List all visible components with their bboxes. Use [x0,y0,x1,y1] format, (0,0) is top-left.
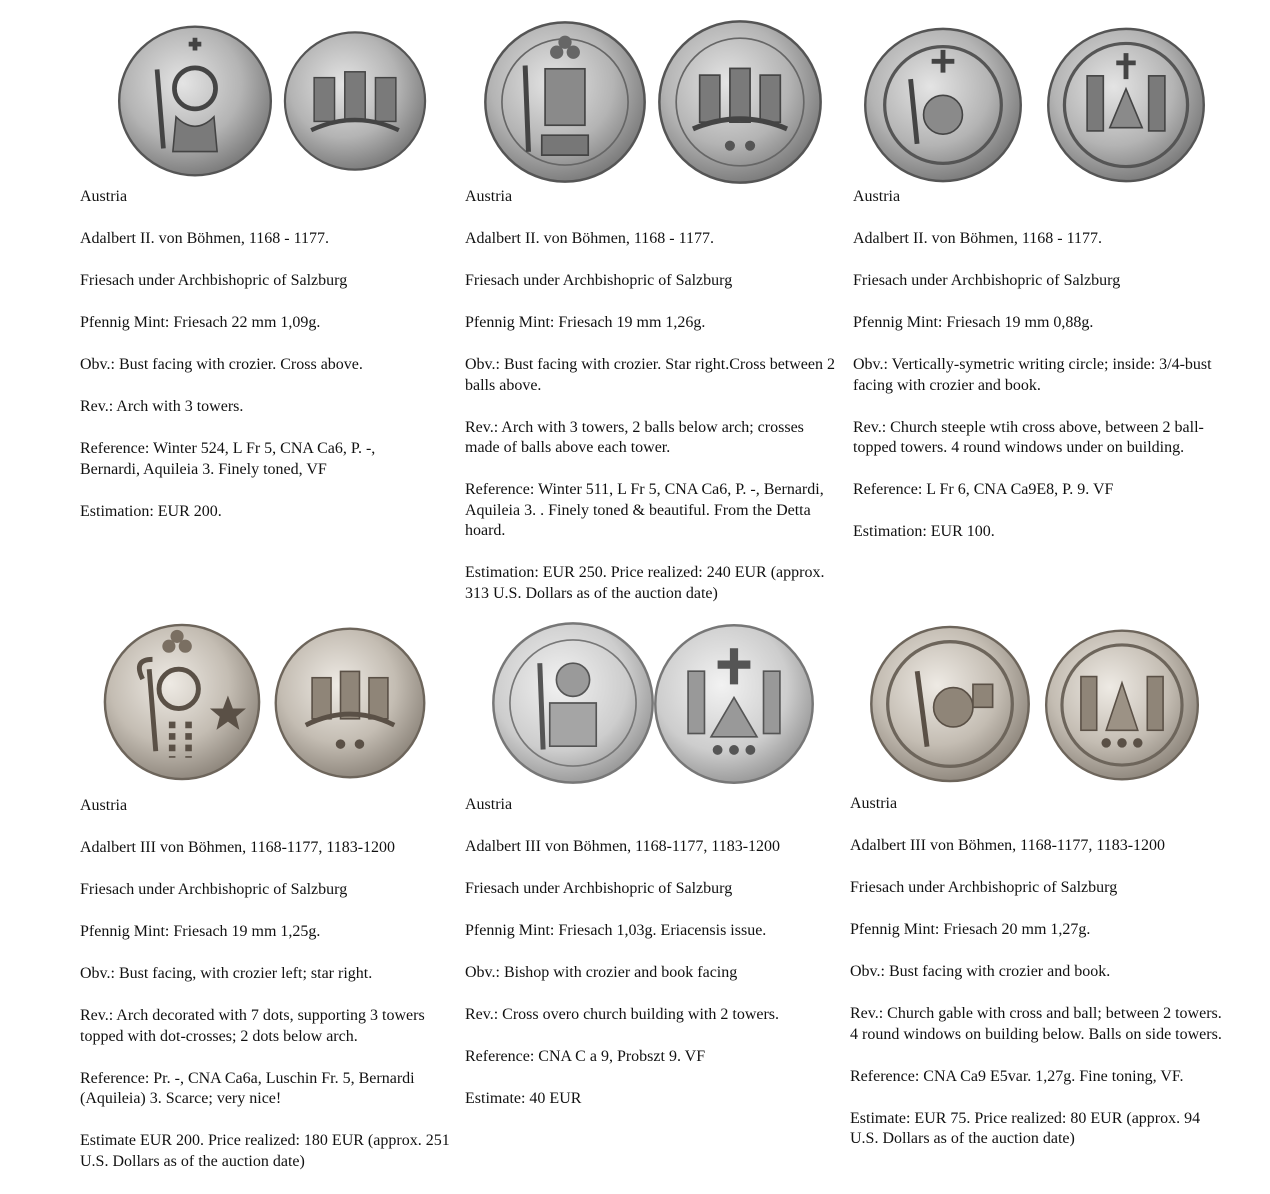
ruler: Adalbert II. von Böhmen, 1168 - 1177. [80,230,329,247]
ruler: Adalbert III von Böhmen, 1168-1177, 1183-1200 [465,838,781,855]
denomination: Pfennig Mint: Friesach 20 mm 1,27g. [850,921,1091,938]
reference: Reference: Pr. -, CNA Ca6a, Luschin Fr. 5, Bernardi (Aquileia) 3. Scarce; very nice! [80,1069,415,1107]
obverse-description: Obv.: Bust facing with crozier. Cross above. [80,356,363,373]
coin-obverse-image [490,620,656,786]
estimate: Estimate EUR 200. Price realized: 180 EUR (approx. 251 U.S. Dollars as of the auction date) [80,1132,450,1170]
reverse-description: Rev.: Arch with 3 towers. [80,398,244,415]
ruler: Adalbert III von Böhmen, 1168-1177, 1183-1200 [80,839,396,856]
coin-obverse-image [853,24,1033,186]
mint-authority: Friesach under Archbishopric of Salzburg [80,881,348,898]
reverse-description: Rev.: Church gable with cross and ball; between 2 towers. 4 round windows on building below. Balls on side towers. [850,1005,1222,1043]
denomination: Pfennig Mint: Friesach 22 mm 1,09g. [80,314,321,331]
coin-reverse-image [1040,24,1212,186]
country: Austria [465,188,513,205]
mint-authority: Friesach under Archbishopric of Salzburg [850,879,1118,896]
denomination: Pfennig Mint: Friesach 19 mm 1,25g. [80,923,321,940]
coin-obverse-image [862,622,1038,786]
obverse-description: Obv.: Bust facing, with crozier left; star right. [80,965,373,982]
estimate: Estimation: EUR 100. [853,523,995,540]
country: Austria [465,796,513,813]
ruler: Adalbert III von Böhmen, 1168-1177, 1183-1200 [850,837,1166,854]
obverse-description: Obv.: Bishop with crozier and book facing [465,964,738,981]
coin-reverse-image [653,18,827,186]
estimate: Estimate: 40 EUR [465,1090,582,1107]
coin-reverse-image [1038,626,1206,784]
denomination: Pfennig Mint: Friesach 1,03g. Eriacensis issue. [465,922,767,939]
country: Austria [80,188,128,205]
country: Austria [850,795,898,812]
denomination: Pfennig Mint: Friesach 19 mm 1,26g. [465,314,706,331]
reference: Reference: CNA Ca9 E5var. 1,27g. Fine toning, VF. [850,1067,1184,1085]
mint-authority: Friesach under Archbishopric of Salzburg [465,272,733,289]
obverse-description: Obv.: Vertically-symetric writing circle; inside: 3/4-bust facing with crozier and book. [853,356,1212,394]
reverse-description: Rev.: Arch decorated with 7 dots, supporting 3 towers topped with dot-crosses; 2 dots below arch. [80,1007,425,1045]
coin-reverse-image [273,28,437,174]
mint-authority: Friesach under Archbishopric of Salzburg [80,272,348,289]
country: Austria [853,188,901,205]
reference: Reference: Winter 511, L Fr 5, CNA Ca6, P. -, Bernardi, Aquileia 3. . Finely toned & beautiful. From the Detta hoard. [465,481,824,539]
mint-authority: Friesach under Archbishopric of Salzburg [853,272,1121,289]
coin-obverse-image [114,22,276,180]
obverse-description: Obv.: Bust facing with crozier and book. [850,963,1111,980]
ruler: Adalbert II. von Böhmen, 1168 - 1177. [853,230,1102,247]
country: Austria [80,797,128,814]
denomination: Pfennig Mint: Friesach 19 mm 0,88g. [853,314,1094,331]
coin-obverse-image [478,19,652,185]
ruler: Adalbert II. von Böhmen, 1168 - 1177. [465,230,714,247]
coin-obverse-image [100,620,264,784]
reference: Reference: CNA C a 9, Probszt 9. VF [465,1048,706,1065]
coin-reverse-image [652,622,816,786]
estimate: Estimation: EUR 200. [80,502,222,520]
reference: Reference: L Fr 6, CNA Ca9E8, P. 9. VF [853,481,1114,498]
reference: Reference: Winter 524, L Fr 5, CNA Ca6, P. -, Bernardi, Aquileia 3. Finely toned, VF [80,440,376,478]
mint-authority: Friesach under Archbishopric of Salzburg [465,880,733,897]
estimate: Estimation: EUR 250. Price realized: 240 EUR (approx. 313 U.S. Dollars as of the auction date) [465,564,825,602]
reverse-description: Rev.: Church steeple wtih cross above, between 2 ball-topped towers. 4 round windows under on building. [853,418,1204,456]
reverse-description: Rev.: Cross overo church building with 2 towers. [465,1006,780,1023]
estimate: Estimate: EUR 75. Price realized: 80 EUR (approx. 94 U.S. Dollars as of the auction date) [850,1109,1201,1147]
coin-reverse-image [270,624,430,782]
reverse-description: Rev.: Arch with 3 towers, 2 balls below arch; crosses made of balls above each tower. [465,418,804,456]
obverse-description: Obv.: Bust facing with crozier. Star right.Cross between 2 balls above. [465,356,835,394]
